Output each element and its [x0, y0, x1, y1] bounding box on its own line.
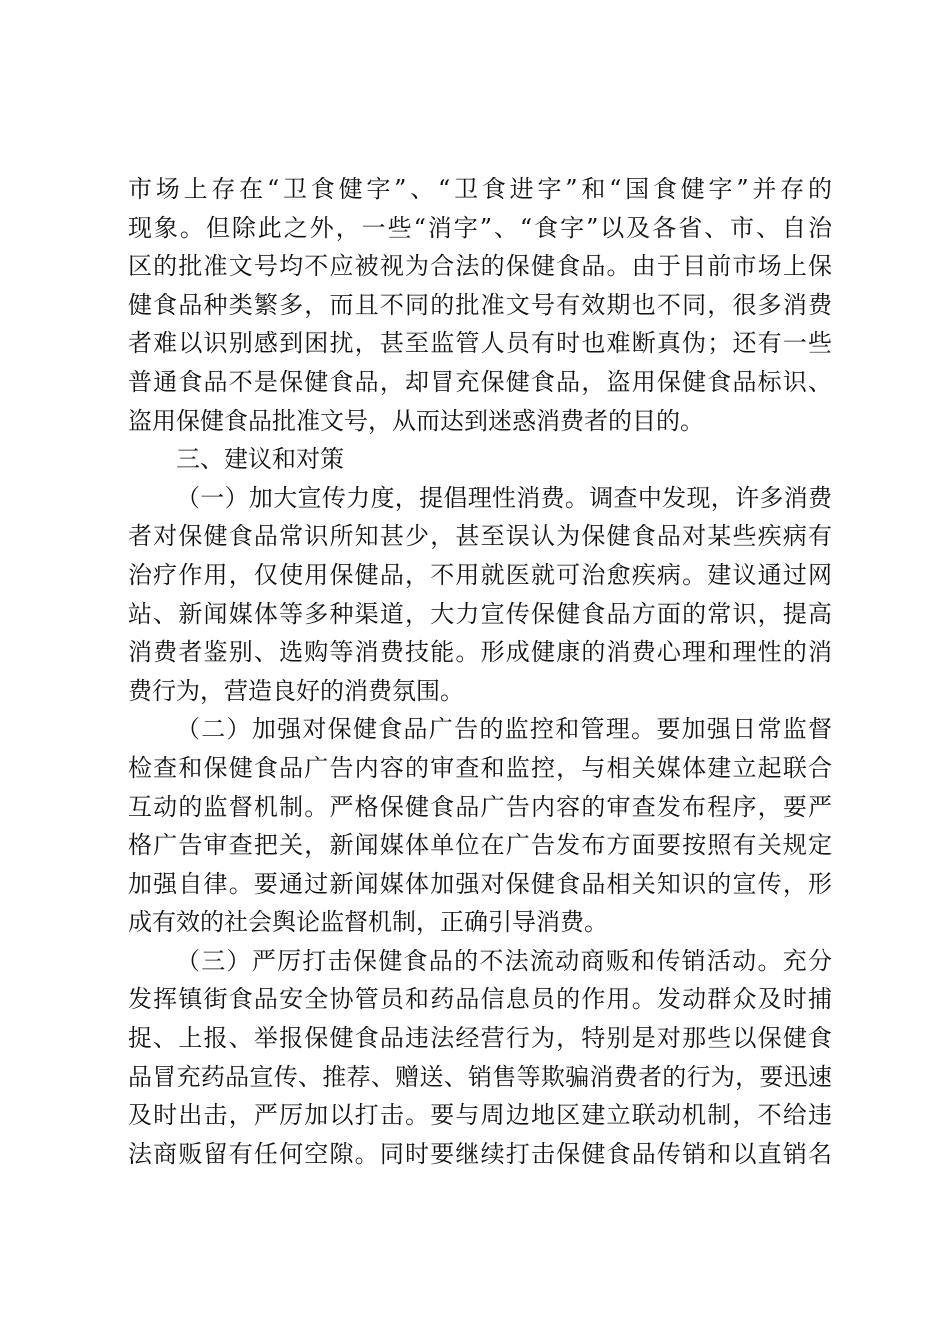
text-line: 消费者鉴别、选购等消费技能。形成健康的消费心理和理性的消	[128, 638, 832, 667]
text-line: 者难以识别感到困扰，甚至监管人员有时也难断真伪；还有一些	[128, 329, 832, 358]
text-line: 及时出击，严厉加以打击。要与周边地区建立联动机制，不给违	[128, 1101, 832, 1130]
text-line: 成有效的社会舆论监督机制，正确引导消费。	[128, 908, 608, 937]
text-line: 现象。但除此之外，一些“消字”、“食字”以及各省、市、自治	[128, 213, 832, 242]
text-line: 者对保健食品常识所知甚少，甚至误认为保健食品对某些疾病有	[128, 522, 832, 551]
text-line: 健食品种类繁多，而且不同的批准文号有效期也不同，很多消费	[128, 290, 832, 319]
text-line: 市场上存在“卫食健字”、“卫食进字”和“国食健字”并存的	[128, 175, 832, 203]
text-line: 治疗作用，仅使用保健品，不用就医就可治愈疾病。建议通过网	[128, 560, 832, 589]
text-line: 费行为，营造良好的消费氛围。	[128, 676, 464, 705]
text-line: 互动的监督机制。严格保健食品广告内容的审查发布程序，要严	[128, 792, 832, 821]
text-line: 格广告审查把关，新闻媒体单位在广告发布方面要按照有关规定	[128, 831, 832, 860]
text-line: 加强自律。要通过新闻媒体加强对保健食品相关知识的宣传，形	[128, 869, 832, 898]
subsection-line: （三）严厉打击保健食品的不法流动商贩和传销活动。充分	[176, 946, 832, 975]
text-line: 发挥镇街食品安全协管员和药品信息员的作用。发动群众及时捕	[128, 985, 832, 1014]
subsection-line: （二）加强对保健食品广告的监控和管理。要加强日常监督	[176, 715, 832, 744]
text-line: 盗用保健食品批准文号，从而达到迷惑消费者的目的。	[128, 406, 704, 435]
text-line: 站、新闻媒体等多种渠道，大力宣传保健食品方面的常识，提高	[128, 599, 832, 628]
text-line: 普通食品不是保健食品，却冒充保健食品，盗用保健食品标识、	[128, 367, 832, 396]
text-line: 法商贩留有任何空隙。同时要继续打击保健食品传销和以直销名	[128, 1139, 832, 1168]
section-heading: 三、建议和对策	[176, 445, 344, 474]
body-text	[128, 170, 832, 1173]
text-line: 捉、上报、举报保健食品违法经营行为，特别是对那些以保健食	[128, 1024, 832, 1053]
text-line: 检查和保健食品广告内容的审查和监控，与相关媒体建立起联合	[128, 753, 832, 782]
subsection-line: （一）加大宣传力度，提倡理性消费。调查中发现，许多消费	[176, 483, 832, 512]
text-line: 区的批准文号均不应被视为合法的保健食品。由于目前市场上保	[128, 252, 832, 281]
text-line: 品冒充药品宣传、推荐、赠送、销售等欺骗消费者的行为，要迅速	[128, 1062, 832, 1091]
